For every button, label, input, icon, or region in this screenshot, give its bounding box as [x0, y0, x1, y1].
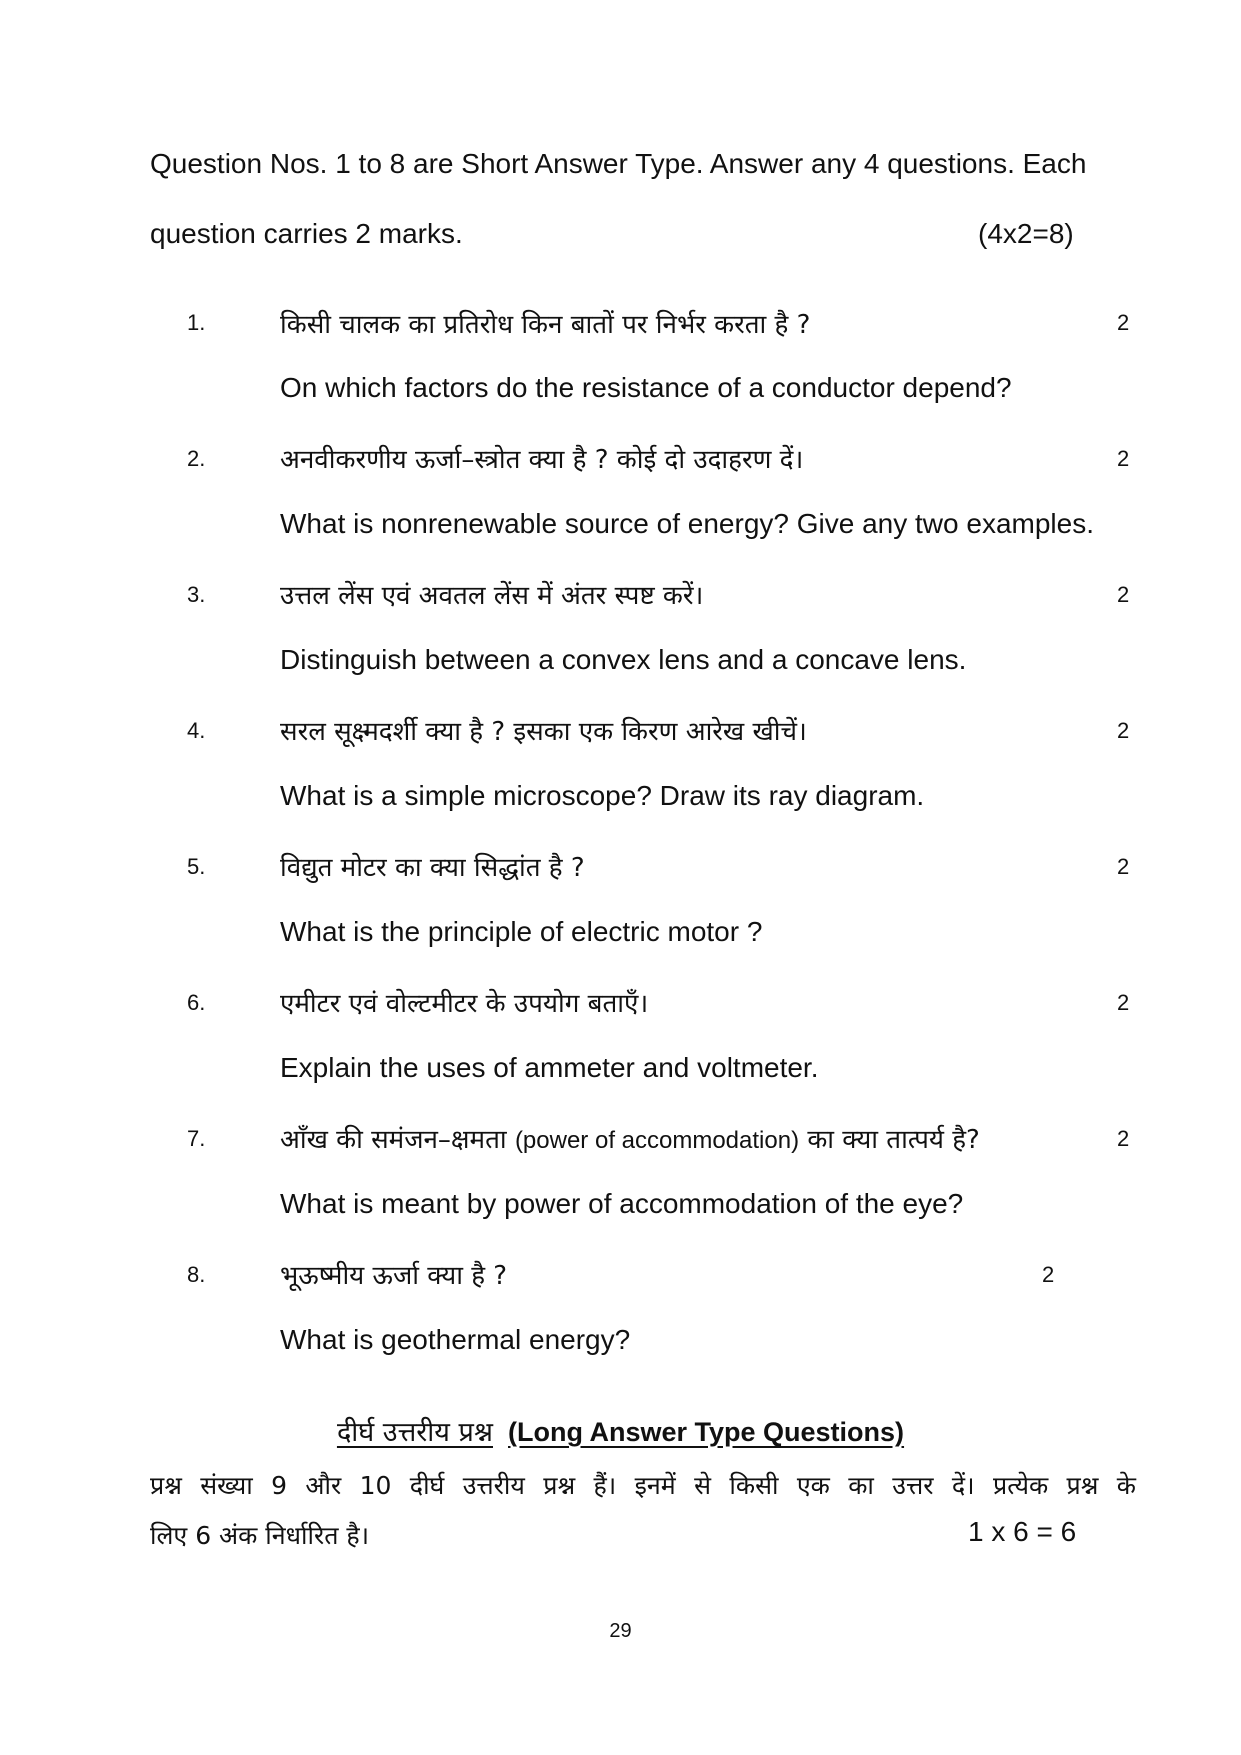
question-marks: 2	[1117, 446, 1130, 471]
question-text-hindi: अनवीकरणीय ऊर्जा–स्त्रोत क्या है ? कोई दो उदाहरण दें।	[280, 445, 804, 475]
section-heading-long-answer	[0, 1412, 1241, 1449]
question-text-english: What is geothermal energy?	[280, 1324, 631, 1355]
question-marks: 2	[1117, 1126, 1130, 1151]
question-text-inline-english: (power of accommodation)	[514, 1127, 800, 1154]
question-text-hindi: विद्युत मोटर का क्या सिद्धांत है ?	[280, 853, 585, 883]
question-text-english: What is nonrenewable source of energy? Give any two examples.	[280, 508, 1094, 539]
question-text-hindi: सरल सूक्ष्मदर्शी क्या है ? इसका एक किरण आरेख खीचें।	[280, 717, 807, 747]
question-marks: 2	[1117, 582, 1130, 607]
question-number: 5.	[187, 854, 206, 879]
section-heading-hindi: दीर्घ उत्तरीय प्रश्न	[336, 1417, 493, 1448]
question-text-hindi: एमीटर एवं वोल्टमीटर के उपयोग बताएँ।	[280, 989, 649, 1019]
question-number: 7.	[187, 1126, 206, 1151]
intro-instruction-line1: Question Nos. 1 to 8 are Short Answer Type. Answer any 4 questions. Each	[150, 148, 1087, 179]
question-text-hindi: भूऊष्मीय ऊर्जा क्या है ?	[280, 1261, 508, 1291]
question-number: 8.	[187, 1262, 206, 1287]
question-text-hindi	[280, 1120, 980, 1156]
long-answer-instruction-line1: प्रश्न संख्या 9 और 10 दीर्घ उत्तरीय प्रश्न हैं। इनमें से किसी एक का उत्तर दें। प्रत्येक प्रश्न के	[150, 1471, 1136, 1500]
question-text-hindi: उत्तल लेंस एवं अवतल लेंस में अंतर स्पष्ट करें।	[280, 581, 704, 611]
question-marks: 2	[1117, 718, 1130, 743]
intro-instruction-line2: question carries 2 marks.	[150, 218, 463, 249]
question-marks: 2	[1042, 1262, 1055, 1287]
long-answer-instruction-line2: लिए 6 अंक निर्धारित है।	[150, 1521, 370, 1550]
question-number: 6.	[187, 990, 206, 1015]
question-text-hindi-part: का क्या तात्पर्य है?	[799, 1125, 980, 1155]
question-text-english: What is the principle of electric motor ?	[280, 916, 763, 947]
question-marks: 2	[1117, 310, 1130, 335]
question-number: 2.	[187, 446, 206, 471]
question-marks: 2	[1117, 990, 1130, 1015]
question-text-english: Distinguish between a convex lens and a concave lens.	[280, 644, 967, 675]
question-text-english: Explain the uses of ammeter and voltmeter.	[280, 1052, 819, 1083]
question-marks: 2	[1117, 854, 1130, 879]
question-text-english: What is a simple microscope? Draw its ray diagram.	[280, 780, 925, 811]
question-number: 3.	[187, 582, 206, 607]
long-answer-marks: 1 x 6 = 6	[968, 1516, 1077, 1547]
intro-marks: (4x2=8)	[978, 218, 1074, 249]
question-number: 1.	[187, 310, 206, 335]
page-number: 29	[609, 1620, 632, 1642]
question-number: 4.	[187, 718, 206, 743]
question-text-hindi: किसी चालक का प्रतिरोध किन बातों पर निर्भर करता है ?	[280, 310, 811, 340]
question-text-hindi-part: आँख की समंजन–क्षमता	[280, 1125, 515, 1155]
question-text-english: What is meant by power of accommodation of the eye?	[280, 1188, 964, 1219]
section-heading-english: (Long Answer Type Questions)	[508, 1417, 905, 1447]
question-text-english: On which factors do the resistance of a conductor depend?	[280, 372, 1012, 403]
